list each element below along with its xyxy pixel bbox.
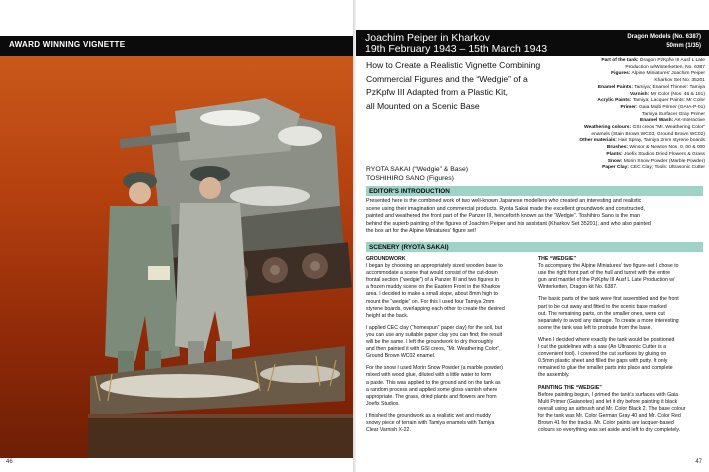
body-line: mount the “wedgie” on. For this I used four Tamiya 2mm: [366, 298, 495, 305]
article-header-bar: [356, 30, 709, 56]
spec-line: Tamiya Surfacer Gray Primer: [641, 111, 705, 117]
spec-line: Enamel Wash: AK-Interactive: [639, 118, 705, 124]
spec-line: Production w/Winterketten, No. 6387: [625, 64, 705, 70]
body-line: and then painted it with GSI creos, “Mr. Weathering Color”,: [366, 346, 501, 353]
body-line: Before painting begun, I primed the tank’s surfaces with Gaia: [538, 391, 679, 398]
author-line: RYOTA SAKAI (“Wedgie” & Base): [366, 166, 468, 173]
intro-line: the box art for the Alpine Miniatures’ figure set!: [366, 228, 477, 234]
spec-line: Paper Clay: CEC Clay; Tools: Ultrasonic Cutter: [602, 165, 705, 171]
body-line: a frozen muddy scene on the Eastern Front in the Kharkov: [366, 284, 501, 291]
body-line: scene the tank was left to protrude from the base.: [538, 324, 652, 331]
body-line: height at the back.: [366, 312, 409, 319]
intro-line: Presented here is the combined work of two well-known Japanese modellers who created an interesting and realistic: [366, 198, 642, 204]
editors-intro-heading: EDITOR’S INTRODUCTION: [369, 187, 450, 195]
body-line: I cut the guidelines with a saw (An Ultrasonic Cutter is a: [538, 344, 667, 351]
body-line: remained to glue the smaller parts into place and complete: [538, 365, 673, 372]
body-line: colours so everything was set aside and left to dry completely.: [538, 427, 681, 434]
intro-line: behind the superb painting of the figures of Joachim Peiper and his assistant (Kharkov Set 35201), and who also painted: [366, 220, 651, 227]
article-title: [366, 59, 566, 113]
body-line: use the right front part of the hull and turret with the entire: [538, 270, 671, 277]
body-line: the assembly.: [538, 372, 570, 379]
body-line: Joefix Studios.: [366, 400, 400, 407]
scenery-heading: SCENERY (RYOTA SAKAI): [369, 243, 449, 251]
spec-line: Weathering colours: GSI creos “Mr. Weathering Color”: [583, 125, 705, 131]
body-line: I finished the groundwork as a realistic wet and muddy: [366, 412, 491, 419]
body-line: Multi Primer (Gaianotes) and let it dry before painting it black: [538, 398, 678, 405]
body-line: 0.5mm plastic sheet and filled the gaps with putty. It only: [538, 358, 668, 365]
right-page: [356, 0, 709, 472]
title-line: all Mounted on a Scenic Base: [366, 100, 480, 111]
body-line: Winterketten, Dragon kit No. 6387.: [538, 284, 618, 291]
spec-line: Brushes: Winsor & Newton Nos. 0, 00 & 000: [606, 145, 705, 151]
body-line: you can use any suitable paper clay you can find; the result: [366, 331, 503, 338]
spec-line: Plants: Joefix Studios Dried Flowers & Grass: [606, 151, 705, 157]
spec-line: Acrylic Paints: Tamiya; Lacquer Paints: Mr Color: [597, 98, 705, 104]
subheading: THE “WEDGIE”: [538, 256, 577, 262]
vignette-illustration: [0, 56, 353, 458]
body-line: convenient tool). I covered the cut surfaces by gluing on: [538, 351, 667, 358]
body-line: styrene boards, overlapping each other to create the desired: [366, 305, 505, 312]
section-label: AWARD WINNING VIGNETTE: [9, 40, 126, 49]
materials-list: [569, 58, 705, 172]
body-line: for the tank was Mr. Color German Gray 40 and Mr. Color Red: [538, 412, 681, 419]
left-page: [0, 0, 353, 472]
body-line: a paste. This was applied to the ground and on the tank as: [366, 379, 501, 386]
body-line: separately to avoid any damage. To create a more interesting: [538, 317, 679, 324]
vignette-photo: [0, 56, 353, 458]
body-line: For the snow I used Morin Snow Powder (a marble powder): [366, 365, 503, 372]
body-line: When I decided where exactly the tank would be positioned: [538, 336, 675, 343]
body-line: area. I decided to make a small slope, about 8mm high to: [366, 291, 498, 298]
spec-line: Other materials: Hair Spray, Tamiya 2mm styrene boards: [579, 138, 705, 144]
spec-line: Varnish: Mr Color (Nos. 46 & 181): [629, 91, 705, 97]
body-line: gun and mantlet of the PzKpfw III Ausf L Late Production w/: [538, 277, 675, 284]
header-title-line2: 19th February 1943 – 15th March 1943: [365, 43, 548, 55]
wedgie-column: [538, 256, 703, 434]
body-line: Brown 41 for the tracks. Mr. Color paints are lacquer-based: [538, 419, 674, 426]
title-line: How to Create a Realistic Vignette Combining: [366, 60, 541, 70]
authors-block: [366, 165, 468, 183]
header-scale-info: 50mm (1/35): [666, 43, 701, 49]
groundwork-column: [366, 256, 531, 434]
body-line: Clear Varnish X-22.: [366, 427, 411, 434]
body-line: will be the same. I left the groundwork to dry thoroughly: [366, 339, 494, 346]
editors-intro-heading-bar: [366, 186, 703, 196]
body-line: frontal section (“wedgie”) of a Panzer III and two figures in: [366, 277, 499, 284]
section-label-bar: [0, 36, 353, 56]
body-line: a random process and applied some gloss varnish where: [366, 386, 498, 393]
header-kit-info: Dragon Models (No. 6387): [627, 34, 701, 40]
page-number-right: 47: [695, 459, 702, 465]
body-line: Ground Brown WC02 enamel.: [366, 353, 436, 360]
body-line: part to be cut away and fitted to the scenic base marked: [538, 303, 667, 310]
title-line: Commercial Figures and the “Wedgie” of a: [366, 73, 528, 84]
page-number-left: 46: [6, 459, 13, 465]
header-title-line1: Joachim Peiper in Kharkov: [365, 32, 490, 44]
spec-line: Snow: Morin Snow Powder (Marble Powder): [607, 158, 705, 164]
title-line: PzKpfw III Adapted from a Plastic Kit,: [366, 87, 508, 98]
editors-intro-text: [366, 198, 703, 236]
body-line: mixed with wood glue, diluted with a little water to form: [366, 372, 492, 379]
spec-line: Enamel Paints: Tamiya; Enamel Thinner: Tamiya: [597, 84, 705, 90]
body-line: The basic parts of the tank were first assembled and the front: [538, 296, 679, 303]
intro-line: painted and weathered the front part of the Panzer III, henceforth known as the “Wedgie”. Toshihiro Sano is the man: [366, 213, 640, 219]
subheading: GROUNDWORK: [366, 256, 406, 262]
body-line: To accompany the Alpine Miniatures’ two figure-set I chose to: [538, 263, 679, 270]
body-line: I applied CEC clay (“homespun” paper clay) for the soil, but: [366, 324, 503, 331]
spec-line: Figures: Alpine Miniatures’ Joachim Peiper: [611, 71, 705, 77]
body-line: accommodate a scene that would consist of the cut-down: [366, 270, 498, 277]
spec-line: Part of the tank: Dragon PzKpfw III Ausf L Late: [601, 58, 705, 63]
body-line: snowy piece of terrain with Tamiya enamels with Tamiya: [366, 419, 495, 426]
body-line: out. The remaining parts, on the smaller ones, were cut: [538, 310, 665, 317]
spec-line: Kharkov Set No. 35201: [654, 78, 705, 84]
scenery-heading-bar: [366, 242, 703, 252]
subheading: PAINTING THE “WEDGIE”: [538, 384, 602, 391]
intro-line: scene using their imagination and commercial products. Ryota Sakai made the excellent groundwork and constructed,: [366, 205, 645, 212]
author-line: TOSHIHIRO SANO (Figures): [366, 175, 454, 182]
body-line: I began by choosing an appropriately sized wooden base to: [366, 263, 503, 270]
body-line: overall using an airbrush and Mr. Color Black 2. The base colour: [538, 405, 686, 412]
spec-line: enamels (Stain Brown WC03, Ground Brown WC02): [591, 131, 705, 137]
body-line: appropriate. The grass, dried plants and flowers are from: [366, 393, 497, 400]
spec-line: Primer: Gaia Multi Primer (GAIA-P-01): [620, 104, 705, 110]
